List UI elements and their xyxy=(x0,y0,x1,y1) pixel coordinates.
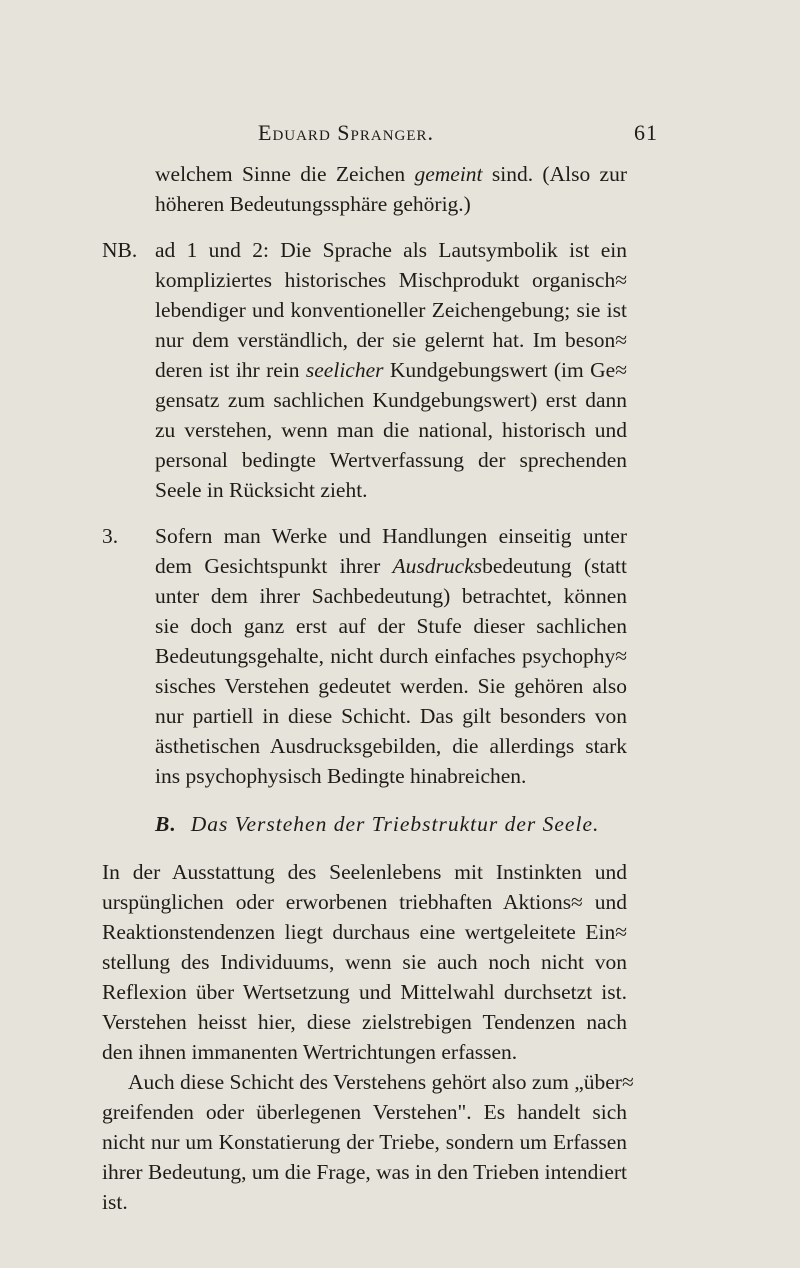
section-title: Das Verstehen der Triebstruktur der Seele. xyxy=(190,812,600,836)
text-line: Seele in Rücksicht zieht. xyxy=(155,478,368,502)
text-line: personal bedingte Wertverfassung der sprechenden xyxy=(155,448,627,472)
text-line: urspünglichen oder erworbenen triebhaften Aktions≈ und xyxy=(102,890,627,914)
text-line: höheren Bedeutungssphäre gehörig.) xyxy=(155,192,471,216)
text-line: greifenden oder überlegenen Verstehen". Es handelt sich xyxy=(102,1100,627,1124)
section-b-heading xyxy=(155,812,599,837)
text-line: ist. xyxy=(102,1190,128,1214)
nb-label: NB. xyxy=(102,238,138,262)
text-line: deren ist ihr rein seelicher Kundgebungswert (im Ge≈ xyxy=(155,358,627,382)
text-line: nicht nur um Konstatierung der Triebe, sondern um Erfassen xyxy=(102,1130,627,1154)
text-line: ins psychophysisch Bedingte hinabreichen. xyxy=(155,764,527,788)
text-line: nur dem verständlich, der sie gelernt hat. Im beson≈ xyxy=(155,328,627,352)
text-line: Reflexion über Wertsetzung und Mittelwahl durchsetzt ist. xyxy=(102,980,627,1004)
text-line: sie doch ganz erst auf der Stufe dieser sachlichen xyxy=(155,614,627,638)
text-line: Sofern man Werke und Handlungen einseitig unter xyxy=(155,524,627,548)
text-line: ihrer Bedeutung, um die Frage, was in den Trieben intendiert xyxy=(102,1160,627,1184)
text-line: In der Ausstattung des Seelenlebens mit Instinkten und xyxy=(102,860,627,884)
page-number: 61 xyxy=(634,120,658,145)
text-line: stellung des Individuums, wenn sie auch noch nicht von xyxy=(102,950,627,974)
text-line: Auch diese Schicht des Verstehens gehört also zum „über≈ xyxy=(128,1070,634,1094)
text-line: ad 1 und 2: Die Sprache als Lautsymbolik ist ein xyxy=(155,238,627,262)
text-line: ästhetischen Ausdrucksgebilden, die allerdings stark xyxy=(155,734,627,758)
running-head: Eduard Spranger. xyxy=(258,120,435,145)
text-line: welchem Sinne die Zeichen gemeint sind. (Also zur xyxy=(155,162,627,186)
text-line: Reaktionstendenzen liegt durchaus eine wertgeleitete Ein≈ xyxy=(102,920,627,944)
text-line: unter dem ihrer Sachbedeutung) betrachtet, können xyxy=(155,584,627,608)
section-number: B. xyxy=(155,812,177,836)
text-line: kompliziertes historisches Mischprodukt organisch≈ xyxy=(155,268,627,292)
text-line: nur partiell in diese Schicht. Das gilt besonders von xyxy=(155,704,627,728)
text-line: dem Gesichtspunkt ihrer Ausdrucksbedeutung (statt xyxy=(155,554,627,578)
text-line: gensatz zum sachlichen Kundgebungswert) erst dann xyxy=(155,388,627,412)
page-header xyxy=(258,120,658,146)
text-line: Bedeutungsgehalte, nicht durch einfaches psychophy≈ xyxy=(155,644,627,668)
item-3-label: 3. xyxy=(102,524,119,548)
text-line: sisches Verstehen gedeutet werden. Sie gehören also xyxy=(155,674,627,698)
text-line: den ihnen immanenten Wertrichtungen erfassen. xyxy=(102,1040,518,1064)
text-line: lebendiger und konventioneller Zeichengebung; sie ist xyxy=(155,298,627,322)
text-line: zu verstehen, wenn man die national, historisch und xyxy=(155,418,627,442)
text-line: Verstehen heisst hier, diese zielstrebigen Tendenzen nach xyxy=(102,1010,627,1034)
